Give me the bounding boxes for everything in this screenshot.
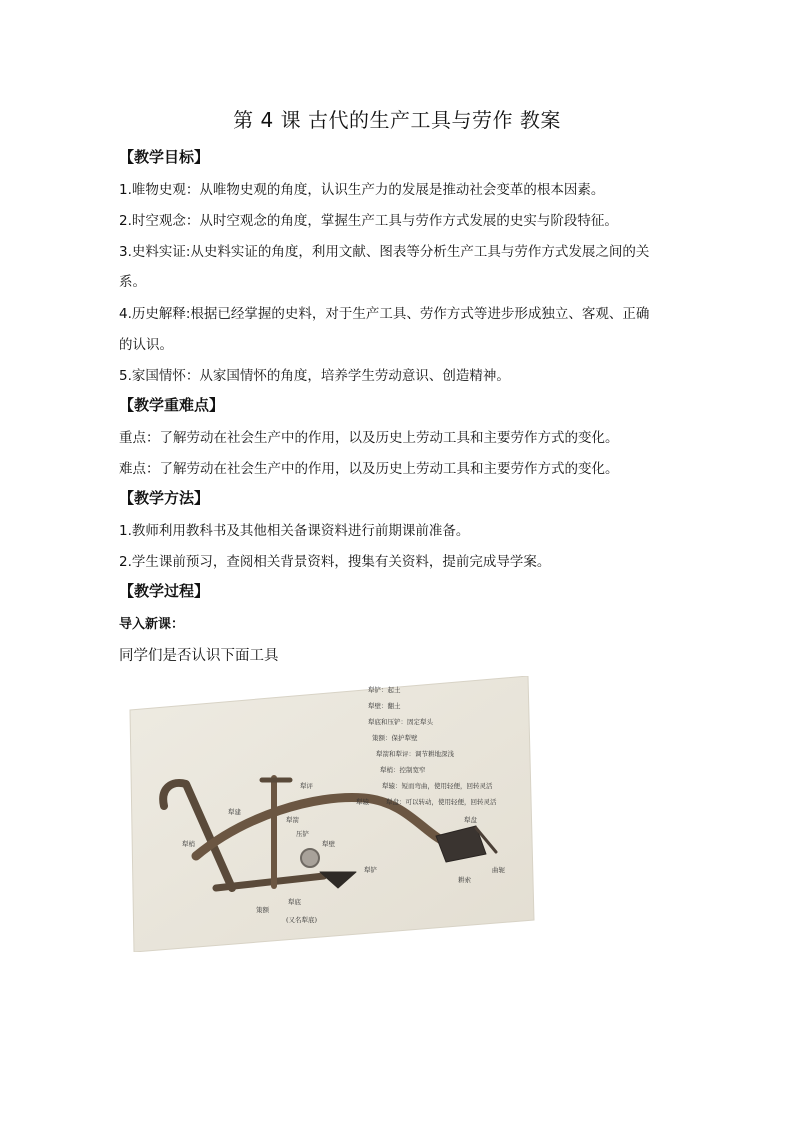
- legend-line-4: 策额：保护犁壁: [372, 734, 418, 742]
- label-li-jian2: 犁箭: [286, 816, 299, 824]
- legend-line-1: 犁铲：起土: [368, 686, 401, 694]
- label-li-yuan: 犁辕: [356, 798, 369, 806]
- process-heading: 【教学过程】: [119, 582, 210, 600]
- label-li-ping: 犁评: [300, 782, 313, 790]
- intro-subheading: 导入新课：: [119, 617, 185, 632]
- legend-line-7: 犁辕：短而弯曲，使用轻便，回转灵活: [382, 782, 493, 790]
- label-ya-chan: 压铲: [296, 830, 309, 838]
- legend-line-5: 犁箭和犁评：调节耕地深浅: [376, 750, 454, 758]
- objective-item-4-cont: 的认识。: [119, 337, 173, 353]
- label-geng-suo: 耕索: [458, 876, 471, 884]
- objective-item-2: 2.时空观念：从时空观念的角度，掌握生产工具与劳作方式发展的史实与阶段特征。: [119, 213, 618, 229]
- objectives-heading: 【教学目标】: [119, 148, 210, 166]
- plough-illustration: [124, 676, 536, 952]
- label-li-di-alt: (又名犁底): [286, 916, 318, 924]
- plough-diagram-svg: [124, 676, 536, 952]
- label-qu-e: 曲轭: [492, 866, 505, 874]
- label-li-chan: 犁铲: [364, 866, 377, 874]
- difficult-point-text: 难点：了解劳动在社会生产中的作用，以及历史上劳动工具和主要劳作方式的变化。: [119, 461, 619, 477]
- intro-text: 同学们是否认识下面工具: [119, 648, 279, 664]
- label-li-jian: 犁建: [228, 808, 241, 816]
- objective-item-5: 5.家国情怀：从家国情怀的角度，培养学生劳动意识、创造精神。: [119, 368, 510, 384]
- label-li-pan: 犁盘: [464, 816, 477, 824]
- page-title: 第 4 课 古代的生产工具与劳作 教案: [233, 108, 561, 132]
- objective-item-3-cont: 系。: [119, 274, 146, 290]
- legend-line-3: 犁底和压铲：固定犁头: [368, 718, 433, 726]
- label-li-bi: 犁壁: [322, 840, 335, 848]
- paper-card: [130, 676, 534, 952]
- objective-item-1: 1.唯物史观：从唯物史观的角度，认识生产力的发展是推动社会变革的根本因素。: [119, 182, 605, 198]
- label-ce-e: 策额: [256, 906, 269, 914]
- legend-line-8: 犁盘：可以转动，使用轻便，回转灵活: [386, 798, 497, 806]
- objective-item-4: 4.历史解释:根据已经掌握的史料，对于生产工具、劳作方式等进步形成独立、客观、正确: [119, 306, 650, 322]
- methods-heading: 【教学方法】: [119, 489, 210, 507]
- legend-line-6: 犁梢：控制宽窄: [380, 766, 426, 774]
- method-item-1: 1.教师利用教科书及其他相关备课资料进行前期课前准备。: [119, 523, 470, 539]
- key-points-heading: 【教学重难点】: [119, 396, 225, 414]
- method-item-2: 2.学生课前预习，查阅相关背景资料，搜集有关资料，提前完成导学案。: [119, 554, 551, 570]
- label-li-di: 犁底: [288, 898, 301, 906]
- key-point-text: 重点：了解劳动在社会生产中的作用，以及历史上劳动工具和主要劳作方式的变化。: [119, 430, 619, 446]
- objective-item-3: 3.史料实证:从史料实证的角度，利用文献、图表等分析生产工具与劳作方式发展之间的关: [119, 244, 650, 260]
- legend-line-2: 犁壁：翻土: [368, 702, 401, 710]
- label-li-shao: 犁梢: [182, 840, 195, 848]
